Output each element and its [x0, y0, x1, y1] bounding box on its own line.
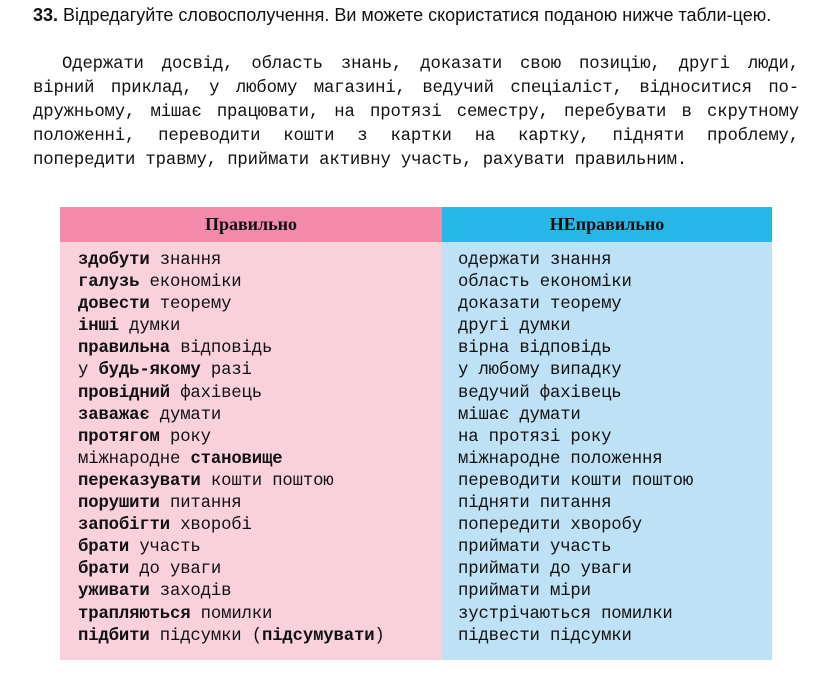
phrase-text: помилки [190, 604, 273, 624]
incorrect-column-header: НЕправильно [442, 207, 772, 242]
correct-phrase-row [78, 515, 442, 537]
phrase-text: знання [149, 251, 222, 270]
correct-phrase-row [78, 427, 442, 449]
emphasized-word: брати [78, 538, 130, 558]
incorrect-phrase-row: переводити кошти поштою [458, 471, 694, 491]
emphasized-word: уживати [78, 582, 150, 602]
task-instruction: Відредагуйте словосполучення. Ви можете скористатися поданою нижче табли-цею. [63, 5, 772, 25]
correct-phrase-row [78, 471, 442, 493]
emphasized-word: довести [78, 295, 150, 315]
correct-phrase-row [78, 250, 442, 272]
phrase-text: участь [129, 538, 201, 558]
exercise-text-block [33, 53, 799, 173]
incorrect-column [442, 207, 772, 660]
correct-column-header: Правильно [60, 207, 442, 242]
incorrect-phrase-row: одержати знання [458, 251, 612, 270]
emphasized-word: заважає [78, 405, 150, 425]
correct-phrase-row [78, 581, 442, 603]
emphasized-word: протягом [78, 427, 160, 447]
incorrect-phrase-row: на протязі року [458, 427, 612, 447]
incorrect-phrase-row: вірна відповідь [458, 339, 612, 359]
correct-phrase-row [78, 559, 442, 581]
correct-rows-list [60, 242, 442, 648]
correct-column [60, 207, 442, 660]
correct-phrase-row [78, 272, 442, 294]
incorrect-rows-list [442, 242, 772, 648]
emphasized-word: порушити [78, 494, 160, 514]
correct-phrase-row [78, 360, 442, 382]
task-heading [33, 4, 808, 26]
incorrect-phrase-row: мішає думати [458, 405, 581, 425]
phrase-text: міжнародне [78, 449, 191, 469]
incorrect-phrase-row: попередити хворобу [458, 516, 642, 536]
phrase-text: у [78, 361, 99, 381]
phrase-text: кошти поштою [200, 471, 334, 491]
incorrect-phrase-row: підвести підсумки [458, 626, 632, 646]
emphasized-word: галузь [78, 273, 140, 293]
emphasized-word: підбити [78, 626, 150, 646]
emphasized-word: брати [78, 560, 130, 580]
incorrect-phrase-row: доказати теорему [458, 295, 622, 315]
incorrect-phrase-row: міжнародне положення [458, 449, 663, 469]
incorrect-phrase-row: зустрічаються помилки [458, 604, 673, 624]
correct-phrase-row [78, 537, 442, 559]
phrase-text: заходів [149, 582, 232, 602]
exercise-text: Одержати досвід, область знань, доказати свою позицію, другі люди, вірний приклад, у любому магазині, ведучий спеціаліст, відноситися по-дружньому, мішає працювати, на протязі семестру, перебувати в скрутному положенні, переводити кошти з картки на картку, підняти проблему, попередити травму, приймати активну участь, рахувати правильним. [33, 55, 799, 170]
incorrect-phrase-row: приймати до уваги [458, 560, 632, 580]
phrase-text: питання [159, 494, 242, 514]
phrase-text: хворобі [169, 516, 252, 536]
emphasized-word: становище [190, 449, 283, 469]
incorrect-phrase-row: у любому випадку [458, 361, 622, 381]
correct-phrase-row [78, 449, 442, 471]
phrase-text: думати [149, 405, 222, 425]
phrase-text: підсумки ( [149, 626, 262, 646]
emphasized-word: переказувати [78, 471, 201, 491]
correct-phrase-row [78, 405, 442, 427]
correct-phrase-row [78, 294, 442, 316]
incorrect-phrase-row: область економіки [458, 273, 632, 293]
correct-phrase-row [78, 493, 442, 515]
emphasized-word: правильна [78, 339, 170, 359]
emphasized-word: будь-якому [98, 361, 201, 381]
emphasized-word: підсумувати [261, 626, 375, 646]
phrase-text: року [159, 427, 211, 447]
phrase-text: економіки [139, 273, 242, 293]
incorrect-phrase-row: приймати участь [458, 538, 612, 558]
emphasized-word: запобігти [78, 516, 170, 536]
emphasized-word: інші [78, 317, 119, 337]
task-number: 33. [33, 5, 59, 25]
correct-phrase-row [78, 338, 442, 360]
emphasized-word: провідний [78, 383, 170, 403]
correct-phrase-row [78, 604, 442, 626]
correct-phrase-row [78, 383, 442, 405]
emphasized-word: здобути [78, 251, 150, 270]
incorrect-phrase-row: другі думки [458, 317, 571, 337]
phrase-text: фахівець [169, 383, 262, 403]
incorrect-phrase-row: ведучий фахівець [458, 383, 622, 403]
incorrect-phrase-row: приймати міри [458, 582, 591, 602]
phrase-text: разі [200, 361, 252, 381]
phrase-text: теорему [149, 295, 232, 315]
phrase-text: відповідь [169, 339, 273, 359]
correct-phrase-row [78, 316, 442, 338]
incorrect-phrase-row: підняти питання [458, 494, 612, 514]
correct-phrase-row [78, 626, 442, 648]
phrase-text: думки [118, 317, 181, 337]
phrase-text: до уваги [129, 560, 222, 580]
correction-table [60, 207, 772, 660]
emphasized-word: трапляються [78, 604, 191, 624]
phrase-text: ) [374, 626, 385, 646]
